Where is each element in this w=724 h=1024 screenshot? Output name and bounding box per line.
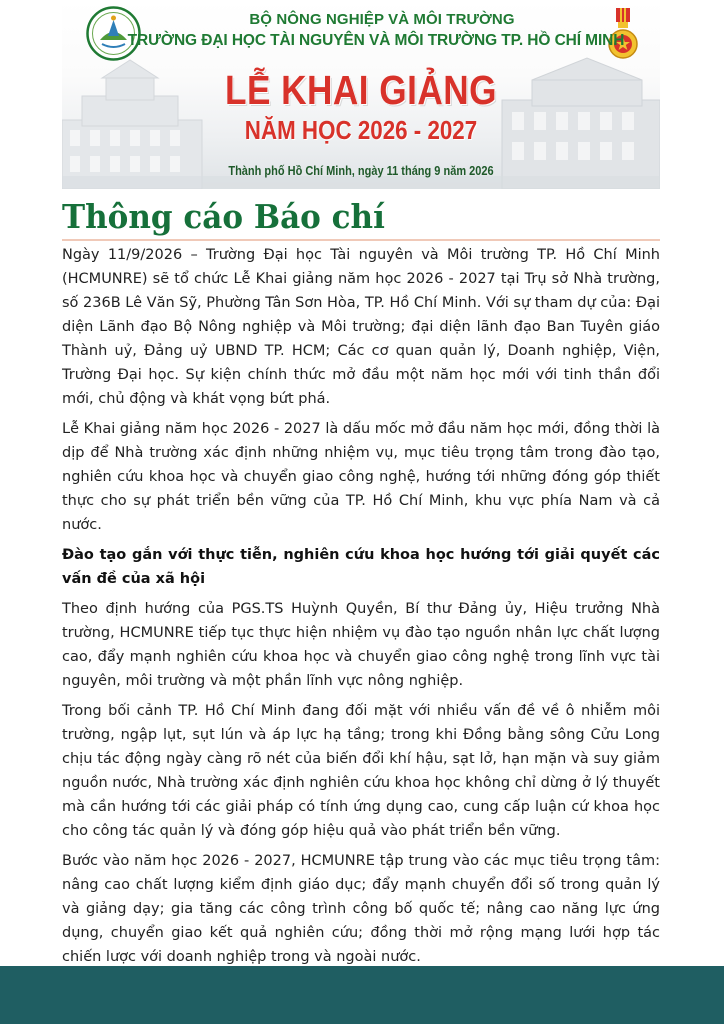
heading-divider — [62, 239, 660, 241]
paragraph-context: Trong bối cảnh TP. Hồ Chí Minh đang đối mặt với nhiều vấn đề về ô nhiễm môi trường, ngập lụt, sụt lún và áp lực hạ tầng; trong khi Đồng bằng sông Cửu Long chịu tác động ngày càng rõ nét của biến đổi khí hậu, sạt lở, hạn mặn và suy giảm nguồn nước, Nhà trường xác định nghiên cứu khoa học không chỉ dừng ở lý thuyết mà cần hướng tới các giải pháp có tính ứng dụng cao, cung cấp luận cứ khoa học cho công tác quản lý và đóng góp hiệu quả vào phát triển bền vững. — [62, 703, 660, 839]
ministry-name: BỘ NÔNG NGHIỆP VÀ MÔI TRƯỜNG — [249, 11, 515, 28]
section-subheading: Đào tạo gắn với thực tiễn, nghiên cứu khoa học hướng tới giải quyết các vấn đề của xã hội — [62, 547, 660, 587]
school-name: TRƯỜNG ĐẠI HỌC TÀI NGUYÊN VÀ MÔI TRƯỜNG TP. HỒ CHÍ MINH — [127, 32, 625, 49]
footer-band — [0, 966, 724, 1024]
event-title: LỄ KHAI GIẢNG — [224, 67, 498, 113]
press-release-heading: Thông cáo Báo chí — [62, 197, 385, 236]
event-academic-year: NĂM HỌC 2026 - 2027 — [244, 115, 478, 145]
paragraph-orientation: Theo định hướng của PGS.TS Huỳnh Quyền, Bí thư Đảng ủy, Hiệu trưởng Nhà trường, HCMUNRE tiếp tục thực hiện nhiệm vụ đào tạo nguồn nhân lực chất lượng cao, đẩy mạnh nghiên cứu khoa học và chuyển giao công nghệ trong lĩnh vực tài nguyên, môi trường và một phần lĩnh vực nông nghiệp. — [62, 601, 660, 689]
article-body — [62, 243, 660, 975]
event-date-line: Thành phố Hồ Chí Minh, ngày 11 tháng 9 năm 2026 — [228, 164, 494, 178]
header-banner — [62, 0, 660, 189]
paragraph-intro: Ngày 11/9/2026 – Trường Đại học Tài nguyên và Môi trường TP. Hồ Chí Minh (HCMUNRE) sẽ tổ chức Lễ Khai giảng năm học 2026 - 2027 tại Trụ sở Nhà trường, số 236B Lê Văn Sỹ, Phường Tân Sơn Hòa, TP. Hồ Chí Minh. Với sự tham dự của: Đại diện Lãnh đạo Bộ Nông nghiệp và Môi trường; đại diện lãnh đạo Ban Tuyên giáo Thành uỷ, Đảng uỷ UBND TP. HCM; Các cơ quan quản lý, Doanh nghiệp, Viện, Trường Đại học. Sự kiện chính thức mở đầu một năm học mới với tinh thần đổi mới, chủ động và khát vọng bứt phá. — [62, 247, 660, 407]
paragraph-significance: Lễ Khai giảng năm học 2026 - 2027 là dấu mốc mở đầu năm học mới, đồng thời là dịp để Nhà trường xác định những nhiệm vụ, mục tiêu trọng tâm trong đào tạo, nghiên cứu khoa học và chuyển giao công nghệ, hướng tới những đóng góp thiết thực cho sự phát triển bền vững của TP. Hồ Chí Minh, khu vực phía Nam và cả nước. — [62, 421, 660, 533]
paragraph-goals: Bước vào năm học 2026 - 2027, HCMUNRE tập trung vào các mục tiêu trọng tâm: nâng cao chất lượng kiểm định giáo dục; đẩy mạnh chuyển đổi số trong quản lý và giảng dạy; gia tăng các công trình công bố quốc tế; nâng cao năng lực ứng dụng, chuyển giao kết quả nghiên cứu; đồng thời mở rộng mạng lưới hợp tác chiến lược với doanh nghiệp trong và ngoài nước. — [62, 853, 660, 965]
